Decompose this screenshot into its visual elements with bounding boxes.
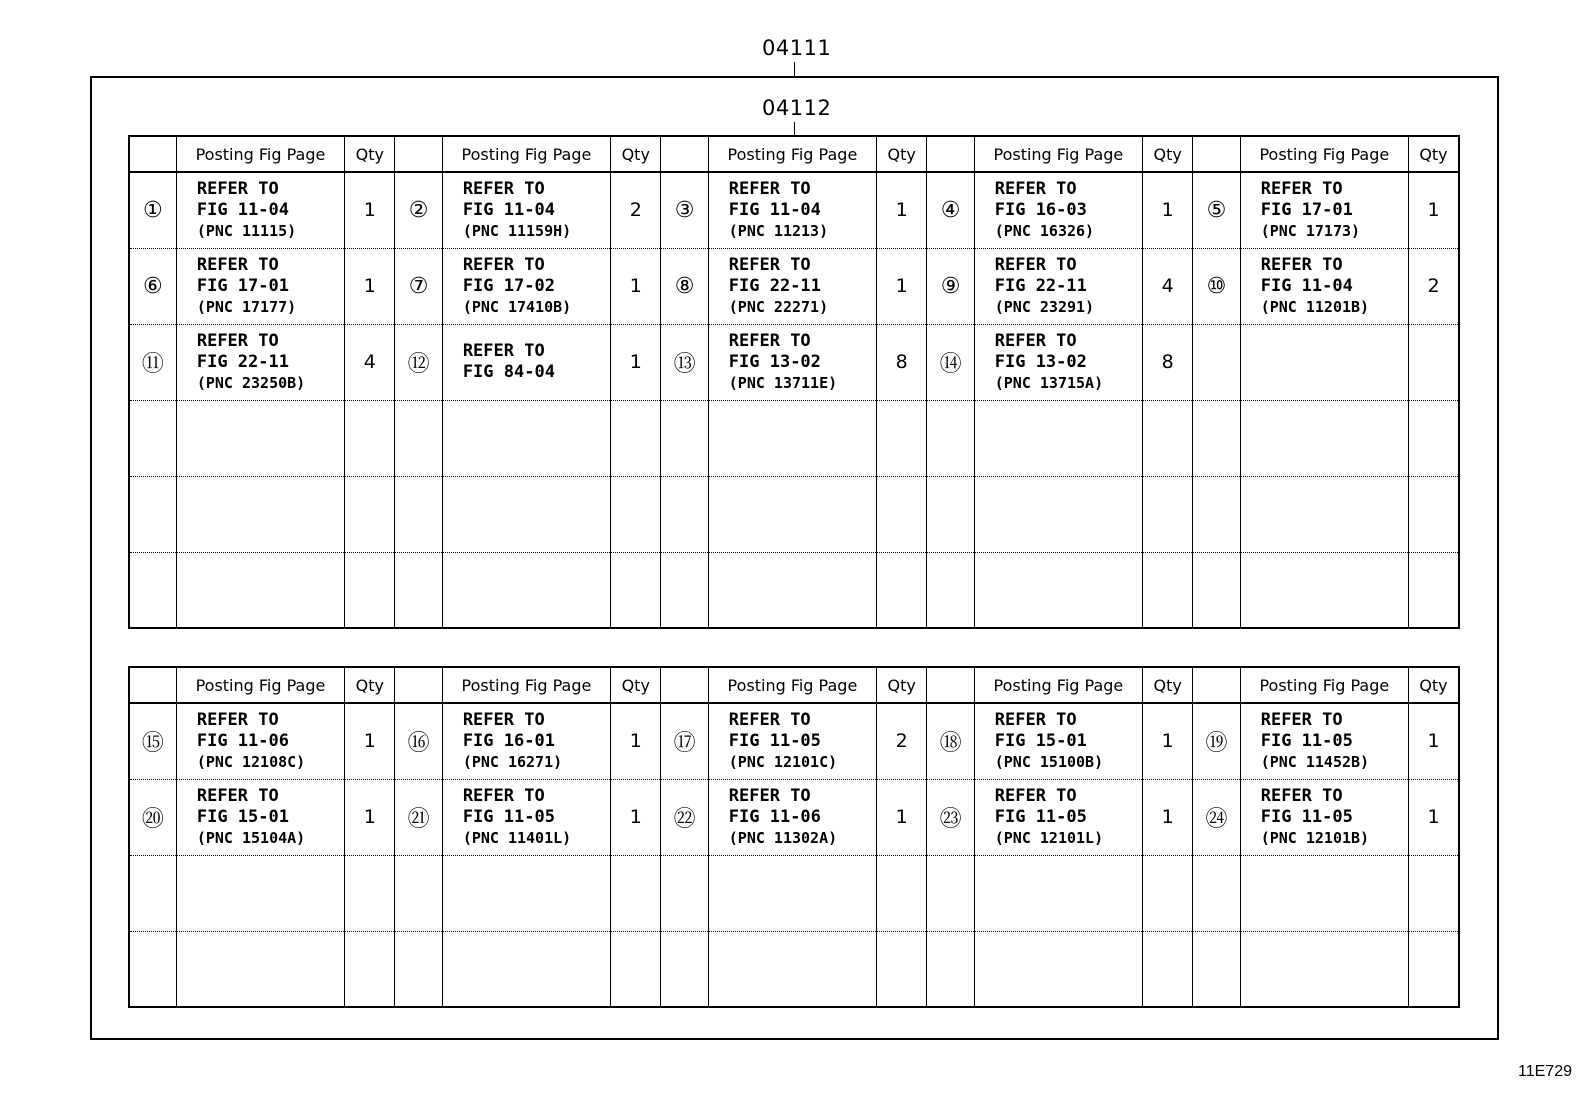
qty-cell — [1408, 552, 1459, 628]
ref-number — [129, 476, 176, 552]
posting-fig-page-cell — [442, 931, 610, 1007]
ref-number — [661, 855, 708, 931]
qty-cell: 1 — [1143, 779, 1193, 855]
ref-number: ⑪ — [129, 324, 176, 400]
posting-fig-page-cell — [1240, 400, 1408, 476]
table-row — [129, 931, 1459, 1007]
ref-number: ⑧ — [661, 248, 708, 324]
posting-fig-page-cell — [1240, 779, 1408, 855]
posting-fig-page-cell — [442, 703, 610, 779]
qty-cell: 1 — [611, 703, 661, 779]
posting-fig-page-cell — [176, 172, 344, 248]
qty-cell: 4 — [345, 324, 395, 400]
ref-number — [927, 931, 974, 1007]
qty-cell — [877, 552, 927, 628]
posting-fig-page-cell — [176, 476, 344, 552]
qty-cell — [345, 855, 395, 931]
refer-to-text: REFER TO — [994, 178, 1077, 199]
pnc-number: (PNC 12101L) — [994, 828, 1104, 847]
parts-table-upper — [128, 135, 1460, 629]
posting-fig-page-cell — [974, 779, 1142, 855]
qty-cell — [345, 400, 395, 476]
ref-number: ⑰ — [661, 703, 708, 779]
ref-no-header — [927, 667, 974, 703]
ref-number — [1193, 931, 1240, 1007]
ref-number: ⑱ — [927, 703, 974, 779]
table-row — [129, 476, 1459, 552]
table-row — [129, 779, 1459, 855]
posting-fig-page-cell — [708, 703, 876, 779]
ref-no-header — [661, 136, 708, 172]
ref-no-header — [395, 667, 442, 703]
posting-fig-page-cell — [176, 324, 344, 400]
fig-reference: FIG 11-06 — [196, 730, 289, 751]
posting-fig-page-cell — [442, 400, 610, 476]
posting-fig-page-cell — [442, 476, 610, 552]
ref-no-header — [1193, 136, 1240, 172]
table-row — [129, 855, 1459, 931]
posting-fig-page-cell — [1240, 476, 1408, 552]
pnc-number: (PNC 22271) — [728, 297, 829, 316]
qty-cell: 1 — [1408, 703, 1459, 779]
qty-header: Qty — [877, 136, 927, 172]
qty-cell: 1 — [345, 172, 395, 248]
ref-number — [927, 855, 974, 931]
ref-number — [927, 476, 974, 552]
ref-number — [129, 552, 176, 628]
ref-number — [1193, 400, 1240, 476]
refer-to-text: REFER TO — [994, 709, 1077, 730]
qty-cell: 2 — [877, 703, 927, 779]
table-row — [129, 324, 1459, 400]
ref-number: ⑦ — [395, 248, 442, 324]
ref-number — [129, 855, 176, 931]
posting-fig-page-cell — [974, 400, 1142, 476]
refer-to-text: REFER TO — [728, 785, 811, 806]
refer-to-text: REFER TO — [196, 330, 279, 351]
qty-cell: 1 — [877, 172, 927, 248]
fig-reference: FIG 16-03 — [994, 199, 1087, 220]
qty-header: Qty — [1408, 667, 1459, 703]
qty-cell: 1 — [345, 248, 395, 324]
posting-fig-page-cell — [442, 779, 610, 855]
posting-fig-page-cell — [176, 248, 344, 324]
posting-fig-page-cell — [708, 172, 876, 248]
ref-number — [129, 400, 176, 476]
qty-cell — [1143, 931, 1193, 1007]
parts-table-lower — [128, 666, 1460, 1008]
ref-number: ㉔ — [1193, 779, 1240, 855]
pnc-number: (PNC 11302A) — [728, 828, 838, 847]
qty-cell: 8 — [877, 324, 927, 400]
posting-fig-page-cell — [974, 855, 1142, 931]
fig-reference: FIG 17-01 — [1260, 199, 1353, 220]
fig-reference: FIG 11-04 — [462, 199, 555, 220]
qty-cell: 1 — [1408, 172, 1459, 248]
table-row — [129, 552, 1459, 628]
fig-reference: FIG 16-01 — [462, 730, 555, 751]
qty-cell — [345, 552, 395, 628]
refer-to-text: REFER TO — [728, 178, 811, 199]
refer-to-text: REFER TO — [1260, 785, 1343, 806]
refer-to-text: REFER TO — [196, 709, 279, 730]
refer-to-text: REFER TO — [196, 785, 279, 806]
kit-part-number: 04111 — [762, 36, 832, 60]
ref-number: ③ — [661, 172, 708, 248]
ref-number: ⑲ — [1193, 703, 1240, 779]
ref-number: ⑭ — [927, 324, 974, 400]
ref-number — [927, 552, 974, 628]
posting-fig-page-cell — [708, 931, 876, 1007]
kit-leader-line — [794, 62, 795, 76]
qty-cell — [1408, 931, 1459, 1007]
pnc-number: (PNC 23291) — [994, 297, 1095, 316]
ref-number: ④ — [927, 172, 974, 248]
qty-cell — [877, 400, 927, 476]
table-row — [129, 172, 1459, 248]
ref-number: ㉒ — [661, 779, 708, 855]
posting-fig-page-header: Posting Fig Page — [708, 667, 876, 703]
ref-number: ㉓ — [927, 779, 974, 855]
qty-cell: 1 — [611, 248, 661, 324]
qty-header: Qty — [345, 667, 395, 703]
posting-fig-page-cell — [1240, 703, 1408, 779]
refer-to-text: REFER TO — [462, 709, 545, 730]
posting-fig-page-cell — [708, 476, 876, 552]
ref-number — [661, 476, 708, 552]
posting-fig-page-cell — [176, 779, 344, 855]
posting-fig-page-header: Posting Fig Page — [974, 667, 1142, 703]
ref-number: ⑫ — [395, 324, 442, 400]
fig-reference: FIG 15-01 — [994, 730, 1087, 751]
pnc-number: (PNC 11452B) — [1260, 752, 1370, 771]
pnc-number: (PNC 15100B) — [994, 752, 1104, 771]
fig-reference: FIG 13-02 — [994, 351, 1087, 372]
refer-to-text: REFER TO — [462, 785, 545, 806]
posting-fig-page-cell — [1240, 324, 1408, 400]
ref-number — [395, 552, 442, 628]
pnc-number: (PNC 11201B) — [1260, 297, 1370, 316]
qty-cell: 1 — [1408, 779, 1459, 855]
ref-number: ㉑ — [395, 779, 442, 855]
ref-number: ⑤ — [1193, 172, 1240, 248]
qty-cell: 1 — [1143, 172, 1193, 248]
posting-fig-page-cell — [442, 855, 610, 931]
pnc-number: (PNC 11213) — [728, 221, 829, 240]
pnc-number: (PNC 16271) — [462, 752, 563, 771]
fig-reference: FIG 84-04 — [462, 362, 555, 382]
refer-to-text: REFER TO — [462, 178, 545, 199]
posting-fig-page-cell — [708, 248, 876, 324]
pnc-number: (PNC 17173) — [1260, 221, 1361, 240]
refer-to-text: REFER TO — [1260, 709, 1343, 730]
qty-header: Qty — [611, 136, 661, 172]
pnc-number: (PNC 12108C) — [196, 752, 306, 771]
qty-cell — [877, 931, 927, 1007]
ref-no-header — [395, 136, 442, 172]
posting-fig-page-cell — [974, 476, 1142, 552]
ref-number — [129, 931, 176, 1007]
qty-cell: 2 — [1408, 248, 1459, 324]
fig-reference: FIG 11-05 — [462, 806, 555, 827]
qty-cell — [877, 476, 927, 552]
refer-to-text: REFER TO — [462, 341, 545, 361]
posting-fig-page-cell — [442, 552, 610, 628]
qty-cell — [611, 476, 661, 552]
ref-number: ① — [129, 172, 176, 248]
posting-fig-page-cell — [974, 552, 1142, 628]
refer-to-text: REFER TO — [994, 330, 1077, 351]
ref-number: ⑳ — [129, 779, 176, 855]
posting-fig-page-cell — [176, 703, 344, 779]
header-row — [129, 136, 1459, 172]
ref-number — [661, 400, 708, 476]
refer-to-text: REFER TO — [994, 785, 1077, 806]
fig-reference: FIG 22-11 — [994, 275, 1087, 296]
pnc-number: (PNC 12101C) — [728, 752, 838, 771]
pnc-number: (PNC 16326) — [994, 221, 1095, 240]
qty-cell: 1 — [345, 779, 395, 855]
posting-fig-page-header: Posting Fig Page — [708, 136, 876, 172]
posting-fig-page-cell — [442, 172, 610, 248]
qty-cell — [877, 855, 927, 931]
ref-number — [395, 931, 442, 1007]
ref-number — [661, 552, 708, 628]
posting-fig-page-cell — [708, 779, 876, 855]
qty-header: Qty — [1408, 136, 1459, 172]
qty-cell — [1408, 476, 1459, 552]
table-row — [129, 400, 1459, 476]
qty-cell: 1 — [611, 324, 661, 400]
posting-fig-page-header: Posting Fig Page — [974, 136, 1142, 172]
posting-fig-page-cell — [1240, 248, 1408, 324]
posting-fig-page-header: Posting Fig Page — [176, 136, 344, 172]
pnc-number: (PNC 11115) — [196, 221, 297, 240]
table-row — [129, 248, 1459, 324]
posting-fig-page-cell — [974, 931, 1142, 1007]
ref-number — [1193, 552, 1240, 628]
posting-fig-page-header: Posting Fig Page — [442, 667, 610, 703]
qty-header: Qty — [611, 667, 661, 703]
pnc-number: (PNC 23250B) — [196, 373, 306, 392]
refer-to-text: REFER TO — [728, 254, 811, 275]
ref-number — [1193, 324, 1240, 400]
posting-fig-page-cell — [176, 552, 344, 628]
qty-cell: 1 — [877, 779, 927, 855]
qty-cell: 1 — [877, 248, 927, 324]
qty-cell: 1 — [345, 703, 395, 779]
fig-reference: FIG 11-04 — [1260, 275, 1353, 296]
qty-cell: 8 — [1143, 324, 1193, 400]
posting-fig-page-cell — [974, 172, 1142, 248]
pnc-number: (PNC 17410B) — [462, 297, 572, 316]
ref-number: ⑩ — [1193, 248, 1240, 324]
fig-reference: FIG 22-11 — [196, 351, 289, 372]
ref-number: ⑮ — [129, 703, 176, 779]
refer-to-text: REFER TO — [1260, 178, 1343, 199]
qty-cell — [611, 855, 661, 931]
posting-fig-page-cell — [708, 400, 876, 476]
refer-to-text: REFER TO — [994, 254, 1077, 275]
posting-fig-page-cell — [974, 248, 1142, 324]
qty-cell — [345, 931, 395, 1007]
qty-header: Qty — [1143, 667, 1193, 703]
qty-cell — [1143, 400, 1193, 476]
drawing-id: 11E729 — [1518, 1063, 1572, 1080]
fig-reference: FIG 13-02 — [728, 351, 821, 372]
sub-kit-part-number: 04112 — [762, 96, 832, 120]
qty-cell — [1143, 855, 1193, 931]
pnc-number: (PNC 12101B) — [1260, 828, 1370, 847]
posting-fig-page-cell — [442, 248, 610, 324]
ref-number — [395, 400, 442, 476]
posting-fig-page-header: Posting Fig Page — [1240, 667, 1408, 703]
ref-number: ⑯ — [395, 703, 442, 779]
posting-fig-page-cell — [176, 400, 344, 476]
pnc-number: (PNC 11401L) — [462, 828, 572, 847]
fig-reference: FIG 17-02 — [462, 275, 555, 296]
sub-kit-leader-line — [794, 122, 795, 136]
ref-number — [1193, 855, 1240, 931]
fig-reference: FIG 15-01 — [196, 806, 289, 827]
posting-fig-page-cell — [974, 324, 1142, 400]
posting-fig-page-cell — [1240, 855, 1408, 931]
ref-no-header — [129, 136, 176, 172]
posting-fig-page-header: Posting Fig Page — [176, 667, 344, 703]
posting-fig-page-header: Posting Fig Page — [442, 136, 610, 172]
ref-number: ② — [395, 172, 442, 248]
pnc-number: (PNC 15104A) — [196, 828, 306, 847]
refer-to-text: REFER TO — [728, 709, 811, 730]
refer-to-text: REFER TO — [728, 330, 811, 351]
posting-fig-page-cell — [708, 324, 876, 400]
qty-cell: 1 — [1143, 703, 1193, 779]
ref-no-header — [1193, 667, 1240, 703]
posting-fig-page-header: Posting Fig Page — [1240, 136, 1408, 172]
table-row — [129, 703, 1459, 779]
fig-reference: FIG 11-05 — [1260, 806, 1353, 827]
ref-no-header — [661, 667, 708, 703]
qty-cell — [1143, 476, 1193, 552]
qty-cell — [1408, 400, 1459, 476]
qty-header: Qty — [1143, 136, 1193, 172]
posting-fig-page-cell — [176, 855, 344, 931]
header-row — [129, 667, 1459, 703]
fig-reference: FIG 11-06 — [728, 806, 821, 827]
refer-to-text: REFER TO — [1260, 254, 1343, 275]
ref-number — [927, 400, 974, 476]
fig-reference: FIG 22-11 — [728, 275, 821, 296]
posting-fig-page-cell — [974, 703, 1142, 779]
qty-cell: 2 — [611, 172, 661, 248]
ref-number — [395, 855, 442, 931]
ref-number: ⑥ — [129, 248, 176, 324]
ref-no-header — [927, 136, 974, 172]
refer-to-text: REFER TO — [462, 254, 545, 275]
posting-fig-page-cell — [1240, 931, 1408, 1007]
fig-reference: FIG 11-05 — [728, 730, 821, 751]
qty-cell — [1408, 324, 1459, 400]
ref-number: ⑬ — [661, 324, 708, 400]
pnc-number: (PNC 13715A) — [994, 373, 1104, 392]
qty-cell — [1143, 552, 1193, 628]
ref-number — [1193, 476, 1240, 552]
refer-to-text: REFER TO — [196, 254, 279, 275]
pnc-number: (PNC 17177) — [196, 297, 297, 316]
qty-cell — [611, 400, 661, 476]
refer-to-text: REFER TO — [196, 178, 279, 199]
qty-header: Qty — [877, 667, 927, 703]
ref-number — [661, 931, 708, 1007]
pnc-number: (PNC 11159H) — [462, 221, 572, 240]
fig-reference: FIG 17-01 — [196, 275, 289, 296]
ref-no-header — [129, 667, 176, 703]
qty-cell — [1408, 855, 1459, 931]
qty-cell — [611, 552, 661, 628]
posting-fig-page-cell — [176, 931, 344, 1007]
ref-number — [395, 476, 442, 552]
posting-fig-page-cell — [1240, 552, 1408, 628]
qty-cell: 1 — [611, 779, 661, 855]
posting-fig-page-cell — [1240, 172, 1408, 248]
qty-cell — [345, 476, 395, 552]
qty-cell: 4 — [1143, 248, 1193, 324]
fig-reference: FIG 11-05 — [1260, 730, 1353, 751]
qty-cell — [611, 931, 661, 1007]
fig-reference: FIG 11-05 — [994, 806, 1087, 827]
posting-fig-page-cell — [708, 855, 876, 931]
qty-header: Qty — [345, 136, 395, 172]
posting-fig-page-cell — [708, 552, 876, 628]
ref-number: ⑨ — [927, 248, 974, 324]
posting-fig-page-cell — [442, 324, 610, 400]
fig-reference: FIG 11-04 — [728, 199, 821, 220]
pnc-number: (PNC 13711E) — [728, 373, 838, 392]
fig-reference: FIG 11-04 — [196, 199, 289, 220]
